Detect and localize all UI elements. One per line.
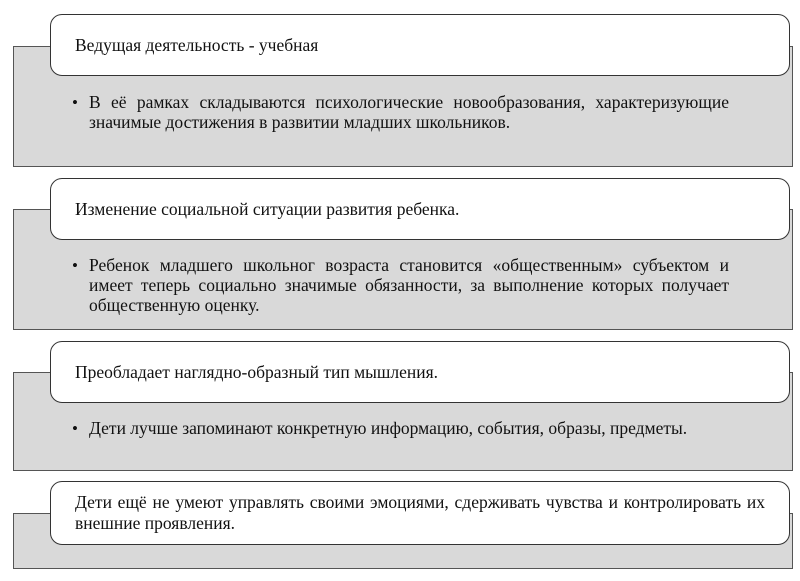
block-2-bullet: • [72,256,78,275]
block-4-heading: Дети ещё не умеют управлять своими эмоциями, сдерживать чувства и контролировать их внешние проявления. [75,492,765,533]
block-1-text: В её рамках складываются психологические новообразования, характеризующие значимые достижения в развитии младших школьников. [89,92,729,132]
block-2-heading-box [50,178,790,240]
block-4-heading-box [50,481,790,545]
block-1-heading: Ведущая деятельность - учебная [75,34,319,55]
block-2-heading: Изменение социальной ситуации развития ребенка. [75,198,460,219]
block-3-heading-box [50,341,790,403]
block-3-heading: Преобладает наглядно-образный тип мышления. [75,361,439,382]
block-2-text: Ребенок младшего школьног возраста становится «общественным» субъектом и имеет теперь социально значимые обязанности, за выполнение которых получает общественную оценку. [89,255,729,315]
block-1-heading-box [50,14,790,76]
block-3-text: Дети лучше запоминают конкретную информацию, события, образы, предметы. [89,418,688,438]
block-1-bullet: • [72,93,78,112]
block-3-bullet: • [72,419,78,438]
